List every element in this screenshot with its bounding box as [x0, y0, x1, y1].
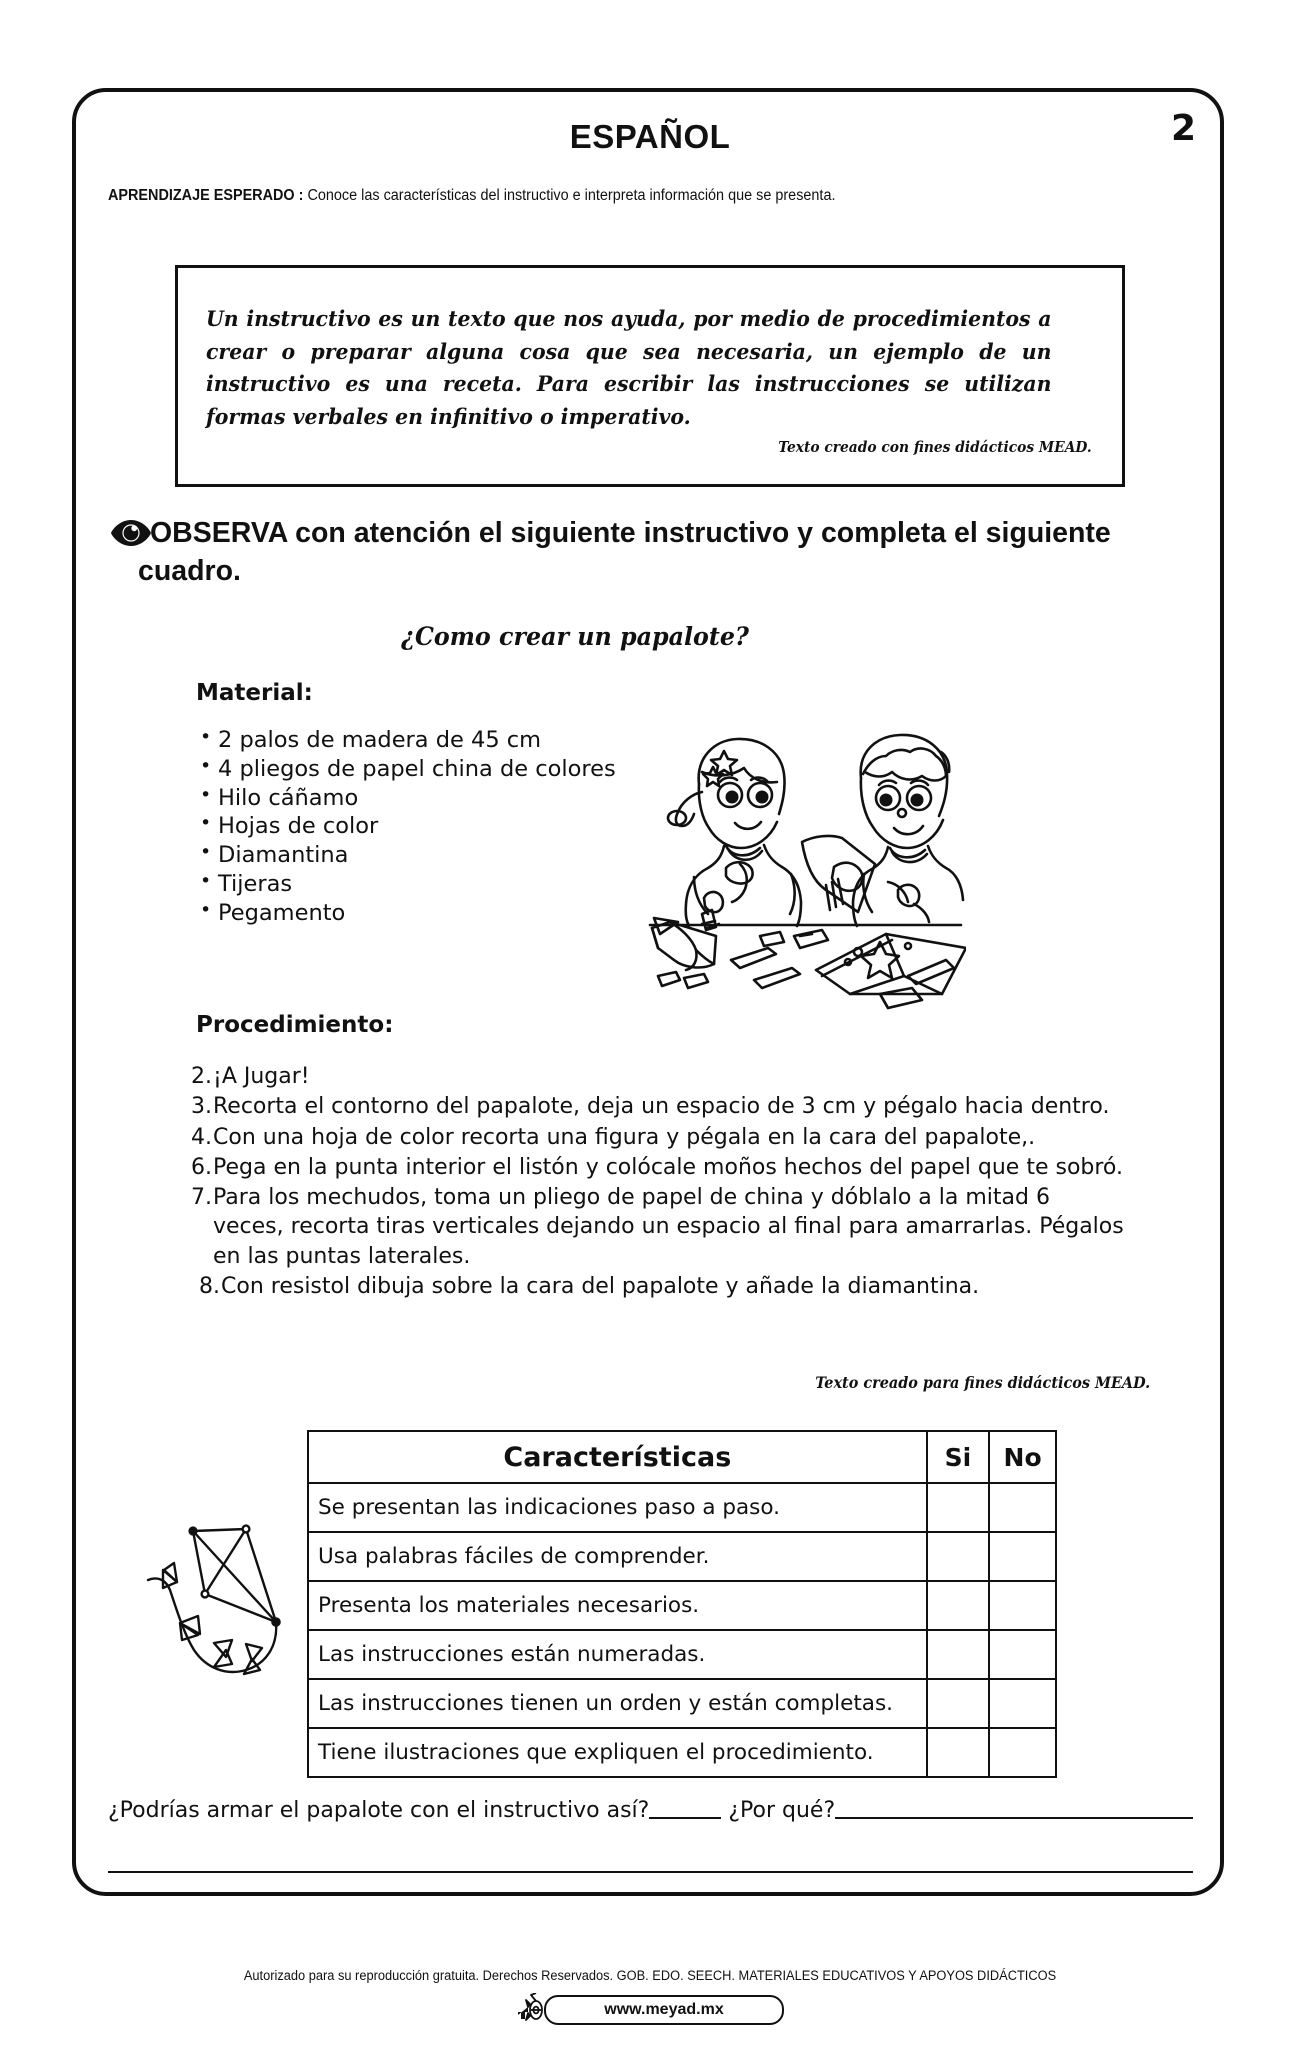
- step-text: ¡A Jugar!: [213, 1064, 310, 1089]
- checkbox-cell-yes[interactable]: [927, 1679, 990, 1728]
- step-text: Con resistol dibuja sobre la cara del papalote y añade la diamantina.: [221, 1273, 980, 1299]
- eye-icon: [110, 518, 152, 548]
- answer-blank-long[interactable]: [835, 1817, 1193, 1819]
- final-question: [108, 1798, 1198, 1823]
- footer-url-group: [0, 1993, 1300, 2027]
- step-number: 6.: [191, 1154, 212, 1180]
- checkbox-cell-no[interactable]: [989, 1728, 1056, 1777]
- list-item: [186, 1062, 1126, 1091]
- recipe-title: ¿Como crear un papalote?: [401, 622, 749, 651]
- checklist-item-label: Tiene ilustraciones que expliquen el procedimiento.: [308, 1728, 927, 1777]
- column-header-characteristics: Características: [308, 1431, 927, 1483]
- table-row: [308, 1728, 1056, 1777]
- learning-goal-label: APRENDIZAJE ESPERADO :: [108, 187, 304, 204]
- characteristics-checklist-table: [307, 1430, 1057, 1778]
- list-item: [186, 1123, 1126, 1152]
- final-question-part-1: ¿Podrías armar el papalote con el instructivo así?: [108, 1798, 650, 1823]
- list-item: • Diamantina: [196, 841, 656, 870]
- list-item: • Hilo cáñamo: [196, 784, 656, 813]
- table-row: [308, 1483, 1056, 1532]
- learning-goal-text: Conoce las características del instructivo e interpreta información que se presenta.: [303, 187, 836, 204]
- footer-credit: Autorizado para su reproducción gratuita. Derechos Reservados. GOB. EDO. SEECH. MATERIALES EDUCATIVOS Y APOYOS DIDÁCTICOS: [243, 1968, 1057, 1983]
- checkbox-cell-yes[interactable]: [927, 1728, 990, 1777]
- definition-text: Un instructivo es un texto que nos ayuda, por medio de procedimientos a crear o preparar alguna cosa que sea necesaria, un ejemplo de un instructivo es una receta. Para escribir las instrucciones se utilizan formas verbales en infinitivo o imperativo.: [206, 307, 1052, 431]
- list-item: [186, 1092, 1126, 1121]
- observe-line-1: OBSERVA con atención el siguiente instructivo y completa el siguiente: [150, 517, 1111, 549]
- procedure-credit: Texto creado para fines didácticos MEAD.: [815, 1373, 1150, 1392]
- two-children-making-kite-illustration: [636, 722, 966, 1012]
- material-heading: Material:: [196, 680, 313, 706]
- step-text: Recorta el contorno del papalote, deja un espacio de 3 cm y pégalo hacia dentro.: [213, 1094, 1110, 1120]
- meyad-rocket-logo-icon: [516, 1993, 550, 2027]
- checklist-item-label: Usa palabras fáciles de comprender.: [308, 1532, 927, 1581]
- checkbox-cell-yes[interactable]: [927, 1630, 990, 1679]
- list-item: [186, 1183, 1126, 1271]
- step-number: 2.: [191, 1064, 212, 1089]
- column-header-yes: Si: [927, 1431, 990, 1483]
- page-number: 2: [1170, 108, 1196, 149]
- answer-blank-short[interactable]: [649, 1817, 721, 1819]
- checkbox-cell-no[interactable]: [989, 1532, 1056, 1581]
- step-text: Pega en la punta interior el listón y colócale moños hechos del papel que te sobró.: [213, 1154, 1123, 1180]
- list-item: • 4 pliegos de papel china de colores: [196, 755, 656, 784]
- final-question-part-2: ¿Por qué?: [728, 1798, 836, 1823]
- page-title: ESPAÑOL: [569, 118, 731, 155]
- checklist-item-label: Las instrucciones tienen un orden y están completas.: [308, 1679, 927, 1728]
- list-item: • Hojas de color: [196, 812, 656, 841]
- step-number: 3.: [191, 1094, 212, 1120]
- observe-line-2: cuadro.: [138, 554, 241, 587]
- material-list: [196, 726, 656, 928]
- checkbox-cell-yes[interactable]: [927, 1483, 990, 1532]
- answer-blank-line[interactable]: [108, 1871, 1193, 1873]
- checkbox-cell-no[interactable]: [989, 1630, 1056, 1679]
- checkbox-cell-yes[interactable]: [927, 1532, 990, 1581]
- list-item: • Pegamento: [196, 899, 656, 928]
- footer-url[interactable]: www.meyad.mx: [544, 1995, 784, 2025]
- checklist-item-label: Se presentan las indicaciones paso a paso.: [308, 1483, 927, 1532]
- kite-line-drawing: [140, 1518, 322, 1698]
- step-number: 8.: [199, 1273, 220, 1299]
- checkbox-cell-no[interactable]: [989, 1581, 1056, 1630]
- checkbox-cell-yes[interactable]: [927, 1581, 990, 1630]
- step-text: Con una hoja de color recorta una figura y pégala en la cara del papalote,.: [213, 1124, 1036, 1150]
- column-header-no: No: [989, 1431, 1056, 1483]
- table-header-row: [308, 1431, 1056, 1483]
- list-item: [186, 1153, 1126, 1182]
- step-number: 7.: [191, 1185, 212, 1210]
- step-text: Para los mechudos, toma un pliego de papel de china y dóblalo a la mitad 6 veces, recorta tiras verticales dejando un espacio al final para amarrarlas. Pégalos en las puntas laterales.: [213, 1185, 1124, 1269]
- list-item: [186, 1272, 1126, 1301]
- procedure-list: [186, 1062, 1126, 1302]
- checkbox-cell-no[interactable]: [989, 1483, 1056, 1532]
- table-row: [308, 1581, 1056, 1630]
- table-row: [308, 1630, 1056, 1679]
- learning-goal: [108, 186, 1112, 205]
- procedure-heading: Procedimiento:: [196, 1012, 394, 1038]
- checklist-item-label: Las instrucciones están numeradas.: [308, 1630, 927, 1679]
- step-number: 4.: [191, 1124, 212, 1150]
- definition-box: [175, 265, 1125, 487]
- definition-credit: Texto creado con fines didácticos MEAD.: [778, 438, 1092, 456]
- table-row: [308, 1532, 1056, 1581]
- observe-instruction: [110, 515, 1190, 588]
- list-item: • 2 palos de madera de 45 cm: [196, 726, 656, 755]
- checkbox-cell-no[interactable]: [989, 1679, 1056, 1728]
- table-row: [308, 1679, 1056, 1728]
- checklist-item-label: Presenta los materiales necesarios.: [308, 1581, 927, 1630]
- list-item: • Tijeras: [196, 870, 656, 899]
